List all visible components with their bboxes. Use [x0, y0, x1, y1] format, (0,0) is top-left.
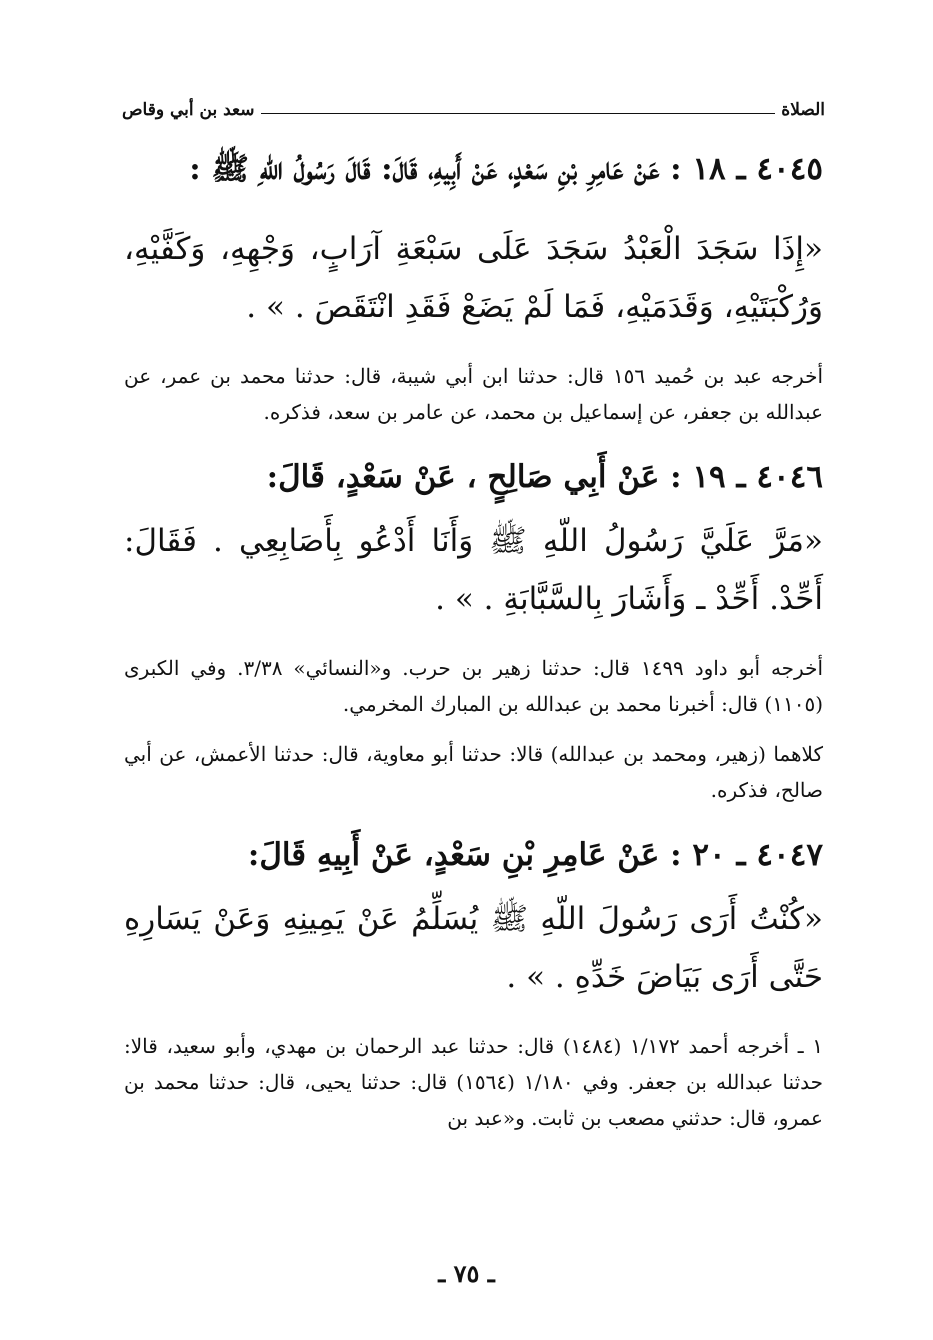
running-head-chapter: الصلاة — [781, 100, 825, 120]
hadith-entry — [124, 140, 823, 430]
page-content — [124, 140, 823, 1136]
takhrij-paragraph: أخرجه أبو داود ١٤٩٩ قال: حدثنا زهير بن حرب. و«النسائي» ٣/٣٨. وفي الكبرى (١١٠٥) قال: أخبرنا محمد بن عبدالله بن المبارك المخرمي. — [124, 656, 824, 716]
running-head — [122, 96, 825, 120]
hadith-text: «إِذَا سَجَدَ الْعَبْدُ سَجَدَ عَلَى سَبْعَةِ آرَابٍ، وَجْهِهِ، وَكَفَّيْهِ، وَرُكْبَتَيْهِ، وَقَدَمَيْهِ، فَمَا لَمْ يَضَعْ فَقَدِ انْتَقَصَ . » . — [124, 231, 823, 325]
hadith-heading: ٤٠٤٧ ـ ٢٠ : عَنْ عَامِرِ بْنِ سَعْدٍ، عَنْ أَبِيهِ قَالَ: — [247, 837, 823, 873]
takhrij-paragraph: ١ ـ أخرجه أحمد ١/١٧٢ (١٤٨٤) قال: حدثنا عبد الرحمان بن مهدي، وأبو سعيد، قالا: حدثنا عبدالله بن جعفر. وفي ١/١٨٠ (١٥٦٤) قال: حدثنا يحيى، قال: حدثنا محمد بن عمرو، قال: حدثني مصعب بن ثابت. و«عبد بن — [124, 1034, 823, 1130]
hadith-text: «مَرَّ عَلَيَّ رَسُولُ اللّهِ ﷺ وَأَنَا أَدْعُو بِأَصَابِعِي . فَقَالَ: أَحِّدْ. أَحِّدْ ـ وَأَشَارَ بِالسَّبَّابَةِ . » . — [124, 523, 823, 617]
page-number: ـ ٧٥ ـ — [438, 1259, 495, 1288]
hadith-heading: ٤٠٤٦ ـ ١٩ : عَنْ أَبِي صَالِحٍ ، عَنْ سَعْدٍ، قَالَ: — [266, 459, 823, 495]
takhrij-paragraph: كلاهما (زهير، ومحمد بن عبدالله) قالا: حدثنا أبو معاوية، قال: حدثنا الأعمش، عن أبي صالح، فذكره. — [124, 742, 823, 802]
running-head-author: سعد بن أبي وقاص — [122, 100, 255, 120]
hadith-entry — [124, 826, 823, 1136]
running-head-rule — [261, 113, 776, 114]
hadith-text: «كُنْتُ أَرَى رَسُولَ اللّهِ ﷺ يُسَلِّمُ عَنْ يَمِينِهِ وَعَنْ يَسَارِهِ حَتَّى أَرَى بَيَاضَ خَدِّهِ . » . — [124, 901, 823, 995]
hadith-entry — [124, 448, 823, 808]
takhrij-paragraph: أخرجه عبد بن حُميد ١٥٦ قال: حدثنا ابن أبي شيبة، قال: حدثنا محمد بن عمر، عن عبدالله بن جعفر، عن إسماعيل بن محمد، عن عامر بن سعد، فذكره. — [124, 364, 824, 424]
hadith-heading: ٤٠٤٥ ـ ١٨ : عَنْ عَامِرِ بْنِ سَعْدٍ، عَنْ أَبِيهِ، قَالَ: قَالَ رَسُولُ اللّهِ ﷺ : — [189, 151, 823, 187]
